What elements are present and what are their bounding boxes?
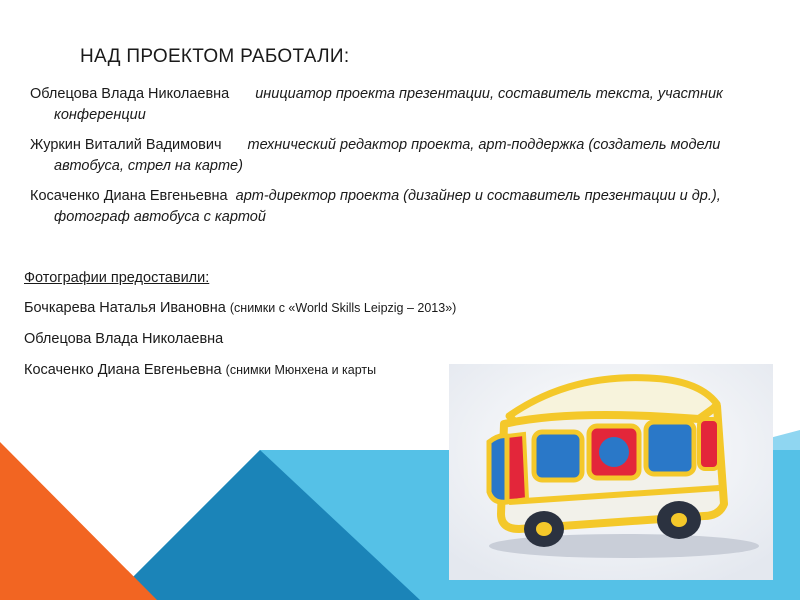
- team-credits: [30, 84, 730, 237]
- photo-credit-note: (снимки с «World Skills Leipzig – 2013»): [229, 301, 457, 315]
- photo-credit-name: Косаченко Диана Евгеньевна: [24, 362, 222, 378]
- credit-role: инициатор проекта презентации, составитель текста, участник конференции: [54, 86, 723, 123]
- photo-credits-heading: Фотографии предоставили:: [24, 270, 210, 286]
- credit-name: Журкин Виталий Вадимович: [30, 137, 222, 153]
- photo-credit-note: (снимки Мюнхена и карты: [225, 363, 377, 377]
- photo-credit-row: [24, 329, 584, 349]
- page-title: НАД ПРОЕКТОМ РАБОТАЛИ:: [80, 46, 350, 67]
- credit-item: [30, 84, 730, 126]
- credit-item: [30, 186, 730, 228]
- credit-name: Косаченко Диана Евгеньевна: [30, 188, 228, 204]
- photo-credit-name: Облецова Влада Николаевна: [24, 331, 224, 347]
- credit-role: арт-директор проекта (дизайнер и составитель презентации и др.), фотограф автобуса с картой: [54, 188, 721, 225]
- credit-name: Облецова Влада Николаевна: [30, 86, 230, 102]
- plasticine-bus-photo: [449, 364, 773, 580]
- credit-item: [30, 135, 730, 177]
- credit-role: технический редактор проекта, арт-поддержка (создатель модели автобуса, стрел на карте): [54, 137, 721, 174]
- photo-credit-name: Бочкарева Наталья Ивановна: [24, 300, 226, 316]
- orange-triangle: [0, 442, 157, 600]
- photo-credit-row: [24, 298, 584, 318]
